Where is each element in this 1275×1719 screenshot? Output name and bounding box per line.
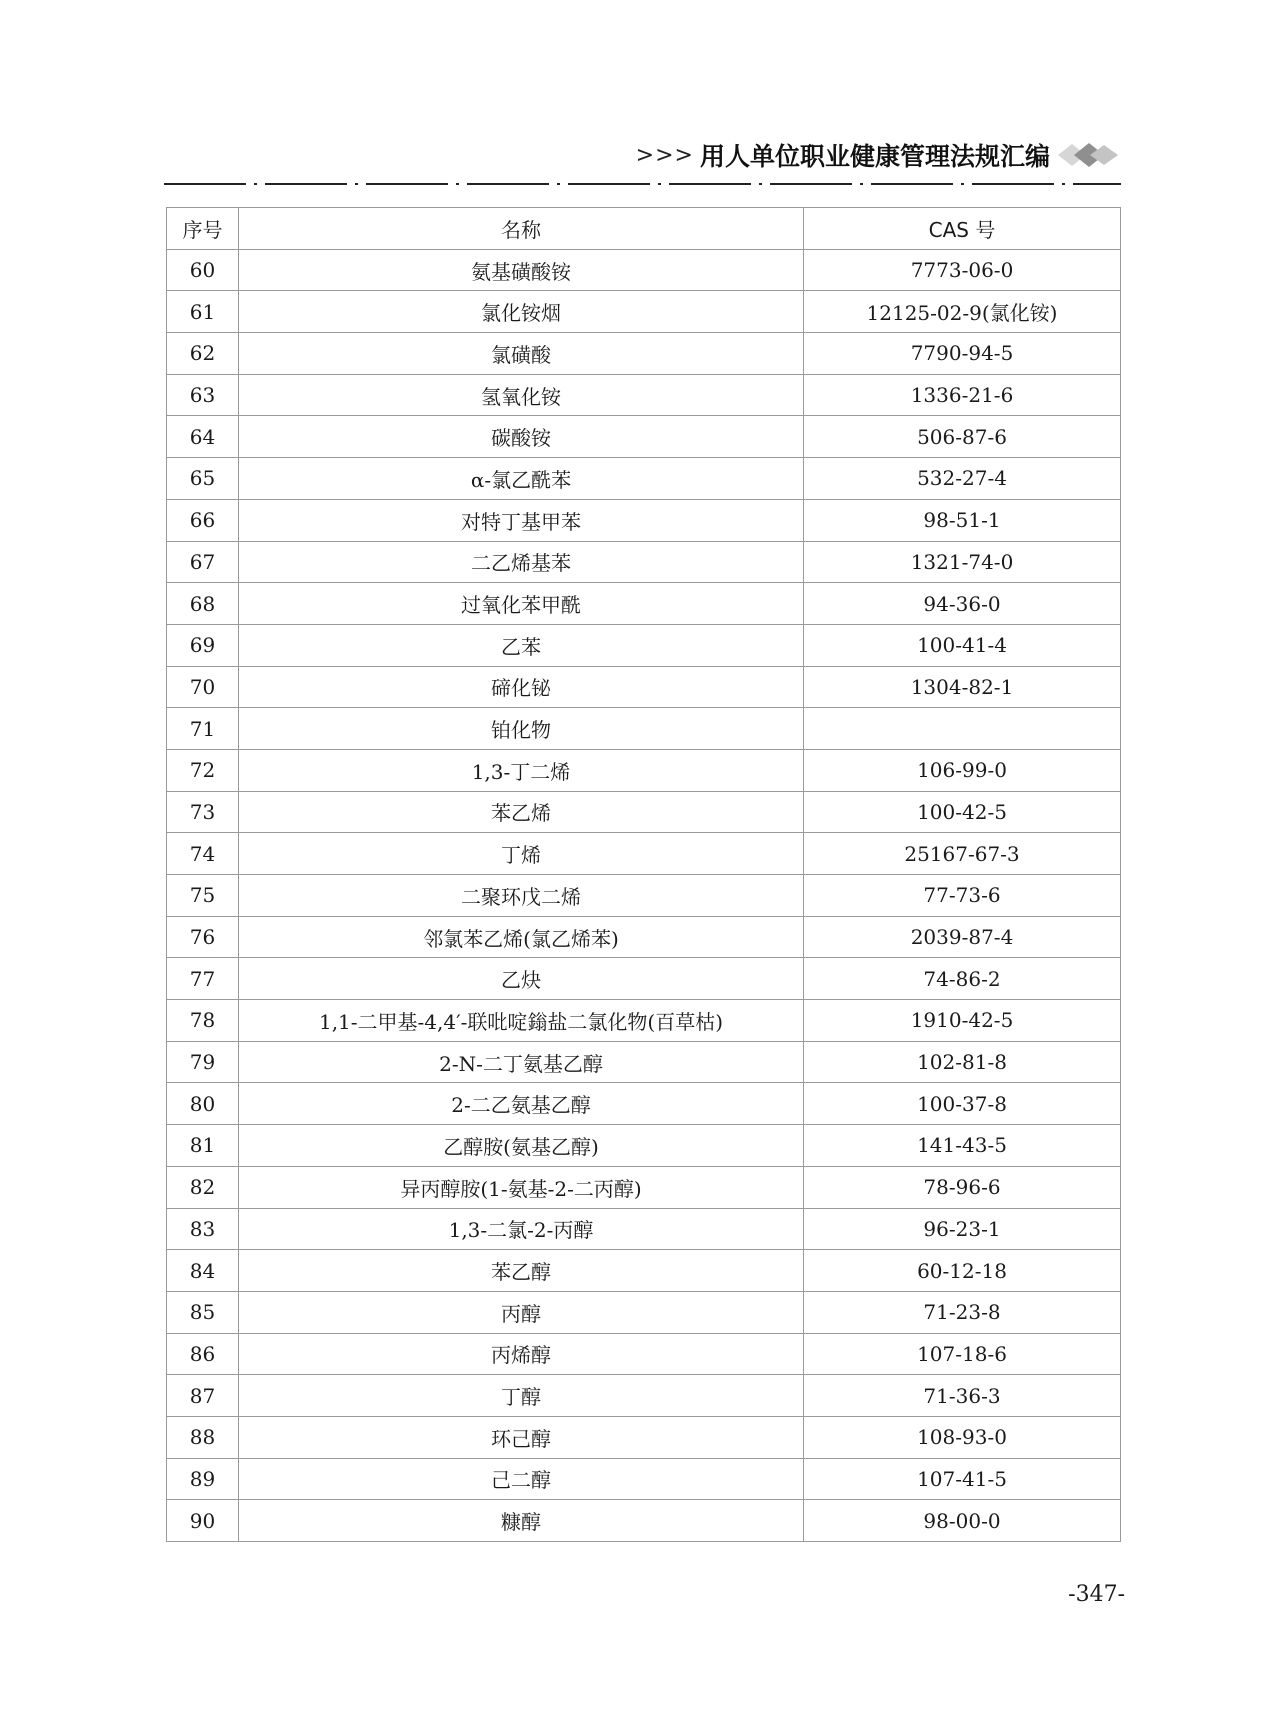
column-header-seq: 序号 — [167, 208, 239, 250]
name-cell: 1,3-二氯-2-丙醇 — [239, 1208, 804, 1250]
name-cell: 乙醇胺(氨基乙醇) — [239, 1125, 804, 1167]
cas-cell: 7790-94-5 — [804, 333, 1121, 375]
table-row — [167, 1041, 1121, 1083]
name-cell: 丁烯 — [239, 833, 804, 875]
seq-cell: 68 — [167, 583, 239, 625]
table-row — [167, 1291, 1121, 1333]
name-cell: 丙烯醇 — [239, 1333, 804, 1375]
name-cell: 丙醇 — [239, 1291, 804, 1333]
table-row — [167, 1250, 1121, 1292]
name-cell: 2-N-二丁氨基乙醇 — [239, 1041, 804, 1083]
name-cell: 碳酸铵 — [239, 416, 804, 458]
table-row — [167, 958, 1121, 1000]
table-row — [167, 1333, 1121, 1375]
name-cell: α-氯乙酰苯 — [239, 458, 804, 500]
table-row — [167, 1166, 1121, 1208]
name-cell: 邻氯苯乙烯(氯乙烯苯) — [239, 916, 804, 958]
cas-cell: 100-37-8 — [804, 1083, 1121, 1125]
book-title: 用人单位职业健康管理法规汇编 — [699, 142, 1050, 171]
seq-cell: 89 — [167, 1458, 239, 1500]
cas-cell: 74-86-2 — [804, 958, 1121, 1000]
cas-cell: 107-18-6 — [804, 1333, 1121, 1375]
table-row — [167, 416, 1121, 458]
seq-cell: 87 — [167, 1375, 239, 1417]
name-cell: 糠醇 — [239, 1500, 804, 1542]
seq-cell: 76 — [167, 916, 239, 958]
seq-cell: 75 — [167, 875, 239, 917]
name-cell: 氯化铵烟 — [239, 291, 804, 333]
table-row — [167, 791, 1121, 833]
cas-cell: 94-36-0 — [804, 583, 1121, 625]
cas-cell — [804, 708, 1121, 750]
chemical-table — [166, 207, 1121, 1542]
header-rule — [164, 181, 1121, 187]
cas-cell: 2039-87-4 — [804, 916, 1121, 958]
cas-cell: 98-00-0 — [804, 1500, 1121, 1542]
cas-cell: 1336-21-6 — [804, 374, 1121, 416]
seq-cell: 84 — [167, 1250, 239, 1292]
column-header-cas: CAS 号 — [804, 208, 1121, 250]
seq-cell: 79 — [167, 1041, 239, 1083]
cas-cell: 12125-02-9(氯化铵) — [804, 291, 1121, 333]
seq-cell: 62 — [167, 333, 239, 375]
page-number: -347- — [1068, 1582, 1125, 1607]
cas-cell: 141-43-5 — [804, 1125, 1121, 1167]
table-row — [167, 583, 1121, 625]
table-row — [167, 624, 1121, 666]
cas-cell: 7773-06-0 — [804, 249, 1121, 291]
cas-cell: 98-51-1 — [804, 499, 1121, 541]
cas-cell: 71-36-3 — [804, 1375, 1121, 1417]
double-diamond-icon — [1056, 141, 1120, 169]
name-cell: 过氧化苯甲酰 — [239, 583, 804, 625]
cas-cell: 506-87-6 — [804, 416, 1121, 458]
table-row — [167, 833, 1121, 875]
table-row — [167, 1125, 1121, 1167]
cas-cell: 60-12-18 — [804, 1250, 1121, 1292]
table-row — [167, 875, 1121, 917]
cas-cell: 1910-42-5 — [804, 1000, 1121, 1042]
seq-cell: 66 — [167, 499, 239, 541]
table-row — [167, 1458, 1121, 1500]
table-row — [167, 1416, 1121, 1458]
cas-cell: 100-42-5 — [804, 791, 1121, 833]
table-row — [167, 916, 1121, 958]
name-cell: 苯乙烯 — [239, 791, 804, 833]
seq-cell: 63 — [167, 374, 239, 416]
name-cell: 对特丁基甲苯 — [239, 499, 804, 541]
table-row — [167, 1375, 1121, 1417]
name-cell: 己二醇 — [239, 1458, 804, 1500]
table-header-row — [167, 208, 1121, 250]
table-row — [167, 458, 1121, 500]
name-cell: 氯磺酸 — [239, 333, 804, 375]
table-row — [167, 499, 1121, 541]
name-cell: 二聚环戊二烯 — [239, 875, 804, 917]
name-cell: 氢氧化铵 — [239, 374, 804, 416]
cas-cell: 71-23-8 — [804, 1291, 1121, 1333]
name-cell: 异丙醇胺(1-氨基-2-二丙醇) — [239, 1166, 804, 1208]
cas-cell: 107-41-5 — [804, 1458, 1121, 1500]
name-cell: 2-二乙氨基乙醇 — [239, 1083, 804, 1125]
table-body — [167, 249, 1121, 1541]
name-cell: 丁醇 — [239, 1375, 804, 1417]
table-row — [167, 1500, 1121, 1542]
table-row — [167, 1208, 1121, 1250]
cas-cell: 77-73-6 — [804, 875, 1121, 917]
name-cell: 二乙烯基苯 — [239, 541, 804, 583]
seq-cell: 65 — [167, 458, 239, 500]
name-cell: 氨基磺酸铵 — [239, 249, 804, 291]
seq-cell: 69 — [167, 624, 239, 666]
table-row — [167, 666, 1121, 708]
seq-cell: 78 — [167, 1000, 239, 1042]
cas-cell: 532-27-4 — [804, 458, 1121, 500]
seq-cell: 85 — [167, 1291, 239, 1333]
seq-cell: 67 — [167, 541, 239, 583]
table-row — [167, 333, 1121, 375]
seq-cell: 74 — [167, 833, 239, 875]
seq-cell: 60 — [167, 249, 239, 291]
name-cell: 1,3-丁二烯 — [239, 749, 804, 791]
table-row — [167, 249, 1121, 291]
seq-cell: 80 — [167, 1083, 239, 1125]
name-cell: 苯乙醇 — [239, 1250, 804, 1292]
seq-cell: 81 — [167, 1125, 239, 1167]
name-cell: 乙炔 — [239, 958, 804, 1000]
table-row — [167, 541, 1121, 583]
cas-cell: 25167-67-3 — [804, 833, 1121, 875]
table-row — [167, 708, 1121, 750]
header-chevrons: >>> — [635, 142, 694, 168]
seq-cell: 70 — [167, 666, 239, 708]
name-cell: 碲化铋 — [239, 666, 804, 708]
running-header — [160, 135, 1120, 175]
seq-cell: 71 — [167, 708, 239, 750]
name-cell: 铂化物 — [239, 708, 804, 750]
cas-cell: 106-99-0 — [804, 749, 1121, 791]
table-row — [167, 291, 1121, 333]
table-row — [167, 374, 1121, 416]
name-cell: 1,1-二甲基-4,4′-联吡啶鎓盐二氯化物(百草枯) — [239, 1000, 804, 1042]
seq-cell: 77 — [167, 958, 239, 1000]
seq-cell: 90 — [167, 1500, 239, 1542]
seq-cell: 61 — [167, 291, 239, 333]
cas-cell: 1321-74-0 — [804, 541, 1121, 583]
table-row — [167, 1000, 1121, 1042]
cas-cell: 102-81-8 — [804, 1041, 1121, 1083]
seq-cell: 83 — [167, 1208, 239, 1250]
column-header-name: 名称 — [239, 208, 804, 250]
seq-cell: 64 — [167, 416, 239, 458]
cas-cell: 108-93-0 — [804, 1416, 1121, 1458]
seq-cell: 82 — [167, 1166, 239, 1208]
cas-cell: 1304-82-1 — [804, 666, 1121, 708]
seq-cell: 88 — [167, 1416, 239, 1458]
name-cell: 环己醇 — [239, 1416, 804, 1458]
seq-cell: 72 — [167, 749, 239, 791]
cas-cell: 78-96-6 — [804, 1166, 1121, 1208]
cas-cell: 96-23-1 — [804, 1208, 1121, 1250]
seq-cell: 86 — [167, 1333, 239, 1375]
table-row — [167, 749, 1121, 791]
name-cell: 乙苯 — [239, 624, 804, 666]
table-row — [167, 1083, 1121, 1125]
cas-cell: 100-41-4 — [804, 624, 1121, 666]
seq-cell: 73 — [167, 791, 239, 833]
